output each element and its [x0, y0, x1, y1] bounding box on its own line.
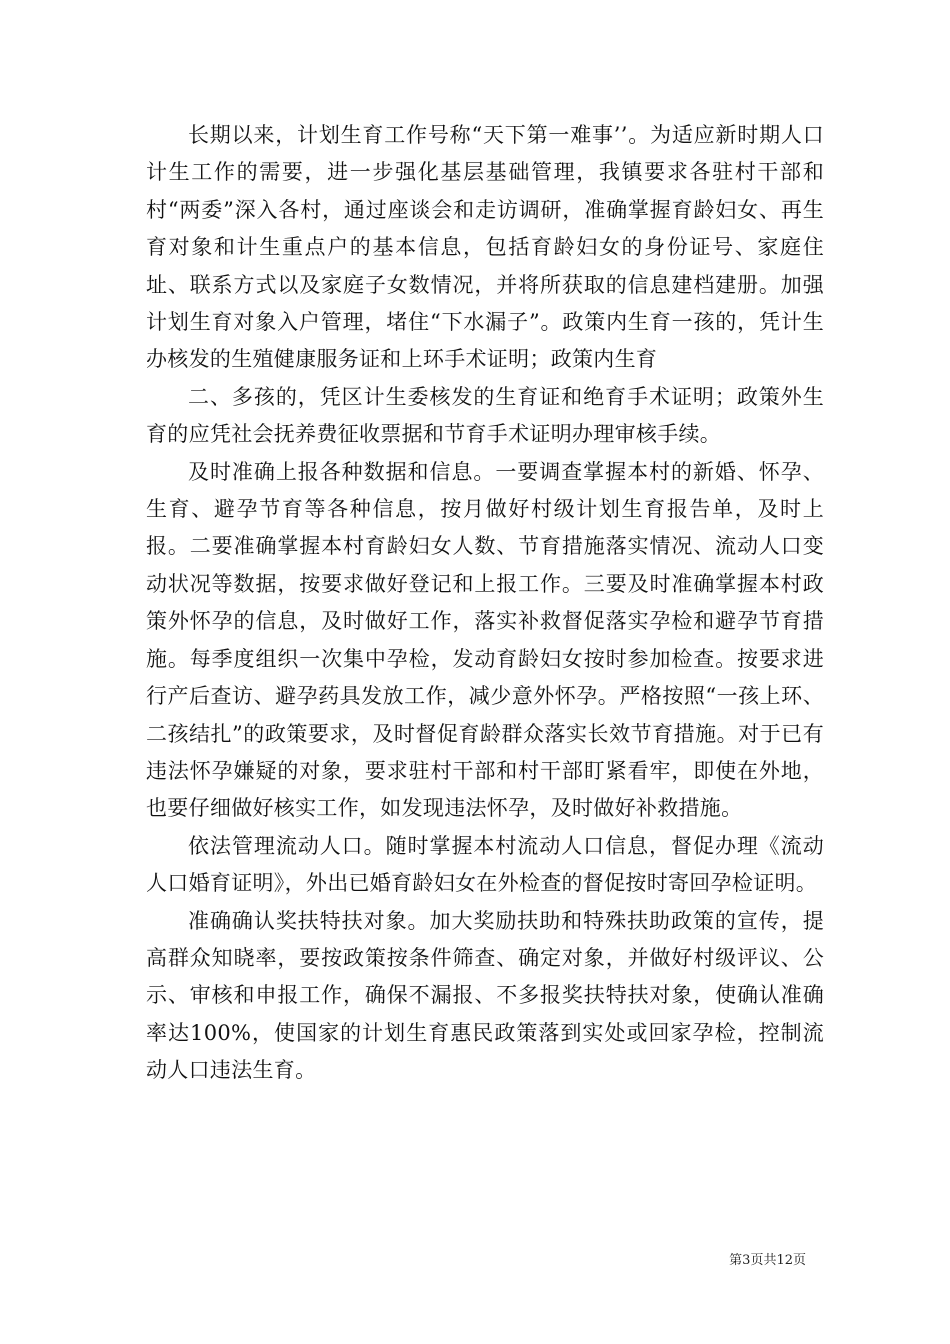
paragraph-multiple-children: 二、多孩的，凭区计生委核发的生育证和绝育手术证明；政策外生育的应凭社会抚养费征收票据和节育手术证明办理审核手续。: [146, 384, 824, 447]
page-number-footer: 第3页共12页: [729, 1253, 806, 1268]
paragraph-data-reporting: 及时准确上报各种数据和信息。一要调查掌握本村的新婚、怀孕、生育、避孕节育等各种信息，按月做好村级计划生育报告单，及时上报。二要准确掌握本村育龄妇女人数、节育措施落实情况、流动人口变动状况等数据，按要求做好登记和上报工作。三要及时准确掌握本村政策外怀孕的信息，及时做好工作，落实补救督促落实孕检和避孕节育措施。每季度组织一次集中孕检，发动育龄妇女按时参加检查。按要求进行产后查访、避孕药具发放工作，减少意外怀孕。严格按照“一孩上环、二孩结扎”的政策要求，及时督促育龄群众落实长效节育措施。对于已有违法怀孕嫌疑的对象，要求驻村干部和村干部盯紧看牢，即使在外地，也要仔细做好核实工作，如发现违法怀孕，及时做好补救措施。: [146, 459, 824, 821]
paragraph-family-planning-intro: 长期以来，计划生育工作号称“天下第一难事’’。为适应新时期人口计生工作的需要，进一步强化基层基础管理，我镇要求各驻村干部和村“两委”深入各村，通过座谈会和走访调研，准确掌握育龄妇女、再生育对象和计生重点户的基本信息，包括育龄妇女的身份证号、家庭住址、联系方式以及家庭子女数情况，并将所获取的信息建档建册。加强计划生育对象入户管理，堵住“下水漏子”。政策内生育一孩的，凭计生办核发的生殖健康服务证和上环手术证明；政策内生育: [146, 123, 824, 372]
document-body: [146, 117, 824, 1090]
paragraph-floating-population: 依法管理流动人口。随时掌握本村流动人口信息，督促办理《流动人口婚育证明》，外出已婚育龄妇女在外检查的督促按时寄回孕检证明。: [146, 833, 824, 896]
paragraph-reward-support: 准确确认奖扶特扶对象。加大奖励扶助和特殊扶助政策的宣传，提高群众知晓率，要按政策按条件筛查、确定对象，并做好村级评议、公示、审核和申报工作，确保不漏报、不多报奖扶特扶对象，使确认准确率达100%，使国家的计划生育惠民政策落到实处或回家孕检，控制流动人口违法生育。: [146, 908, 824, 1083]
